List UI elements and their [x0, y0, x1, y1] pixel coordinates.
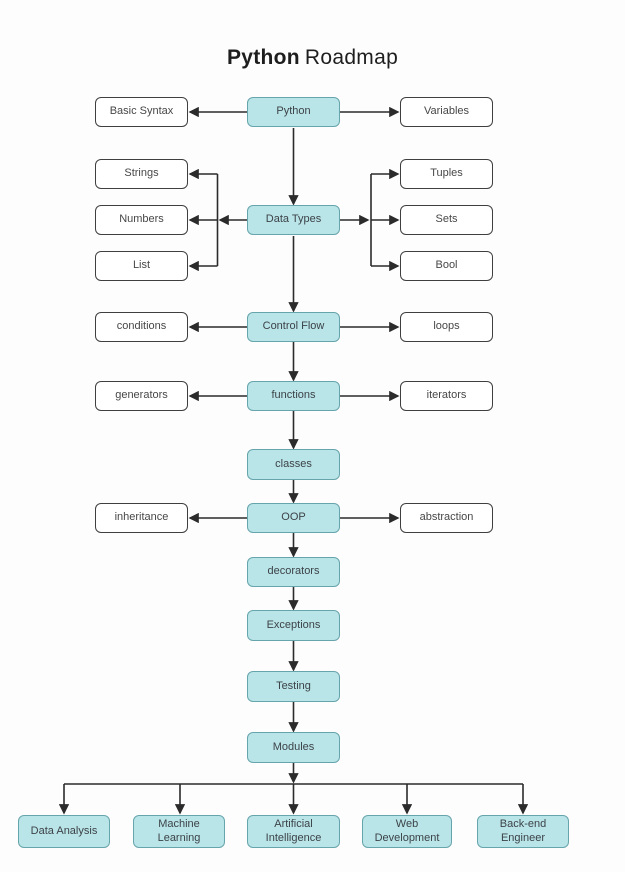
node-decorators: decorators [247, 557, 340, 587]
title-bold-word: Python [226, 46, 300, 69]
node-oop: OOP [247, 503, 340, 533]
node-list: List [95, 251, 188, 281]
node-basic-syntax: Basic Syntax [95, 97, 188, 127]
node-web-development: Web Development [362, 815, 452, 848]
bottom-fanout-connectors [64, 784, 523, 813]
node-conditions: conditions [95, 312, 188, 342]
node-modules: Modules [247, 732, 340, 763]
node-python: Python [247, 97, 340, 127]
node-inheritance: inheritance [95, 503, 188, 533]
node-strings: Strings [95, 159, 188, 189]
node-generators: generators [95, 381, 188, 411]
node-data-analysis: Data Analysis [18, 815, 110, 848]
node-bool: Bool [400, 251, 493, 281]
node-numbers: Numbers [95, 205, 188, 235]
data-types-right-branch-connectors [340, 174, 398, 266]
node-loops: loops [400, 312, 493, 342]
node-control-flow: Control Flow [247, 312, 340, 342]
node-backend-engineer: Back-end Engineer [477, 815, 569, 848]
node-sets: Sets [400, 205, 493, 235]
node-iterators: iterators [400, 381, 493, 411]
node-functions: functions [247, 381, 340, 411]
title-regular-word: Roadmap [304, 46, 399, 69]
node-variables: Variables [400, 97, 493, 127]
node-exceptions: Exceptions [247, 610, 340, 641]
data-types-left-branch-connectors [190, 174, 247, 266]
node-abstraction: abstraction [400, 503, 493, 533]
node-classes: classes [247, 449, 340, 480]
node-machine-learning: Machine Learning [133, 815, 225, 848]
node-data-types: Data Types [247, 205, 340, 235]
node-tuples: Tuples [400, 159, 493, 189]
node-artificial-intelligence: Artificial Intelligence [247, 815, 340, 848]
node-testing: Testing [247, 671, 340, 702]
